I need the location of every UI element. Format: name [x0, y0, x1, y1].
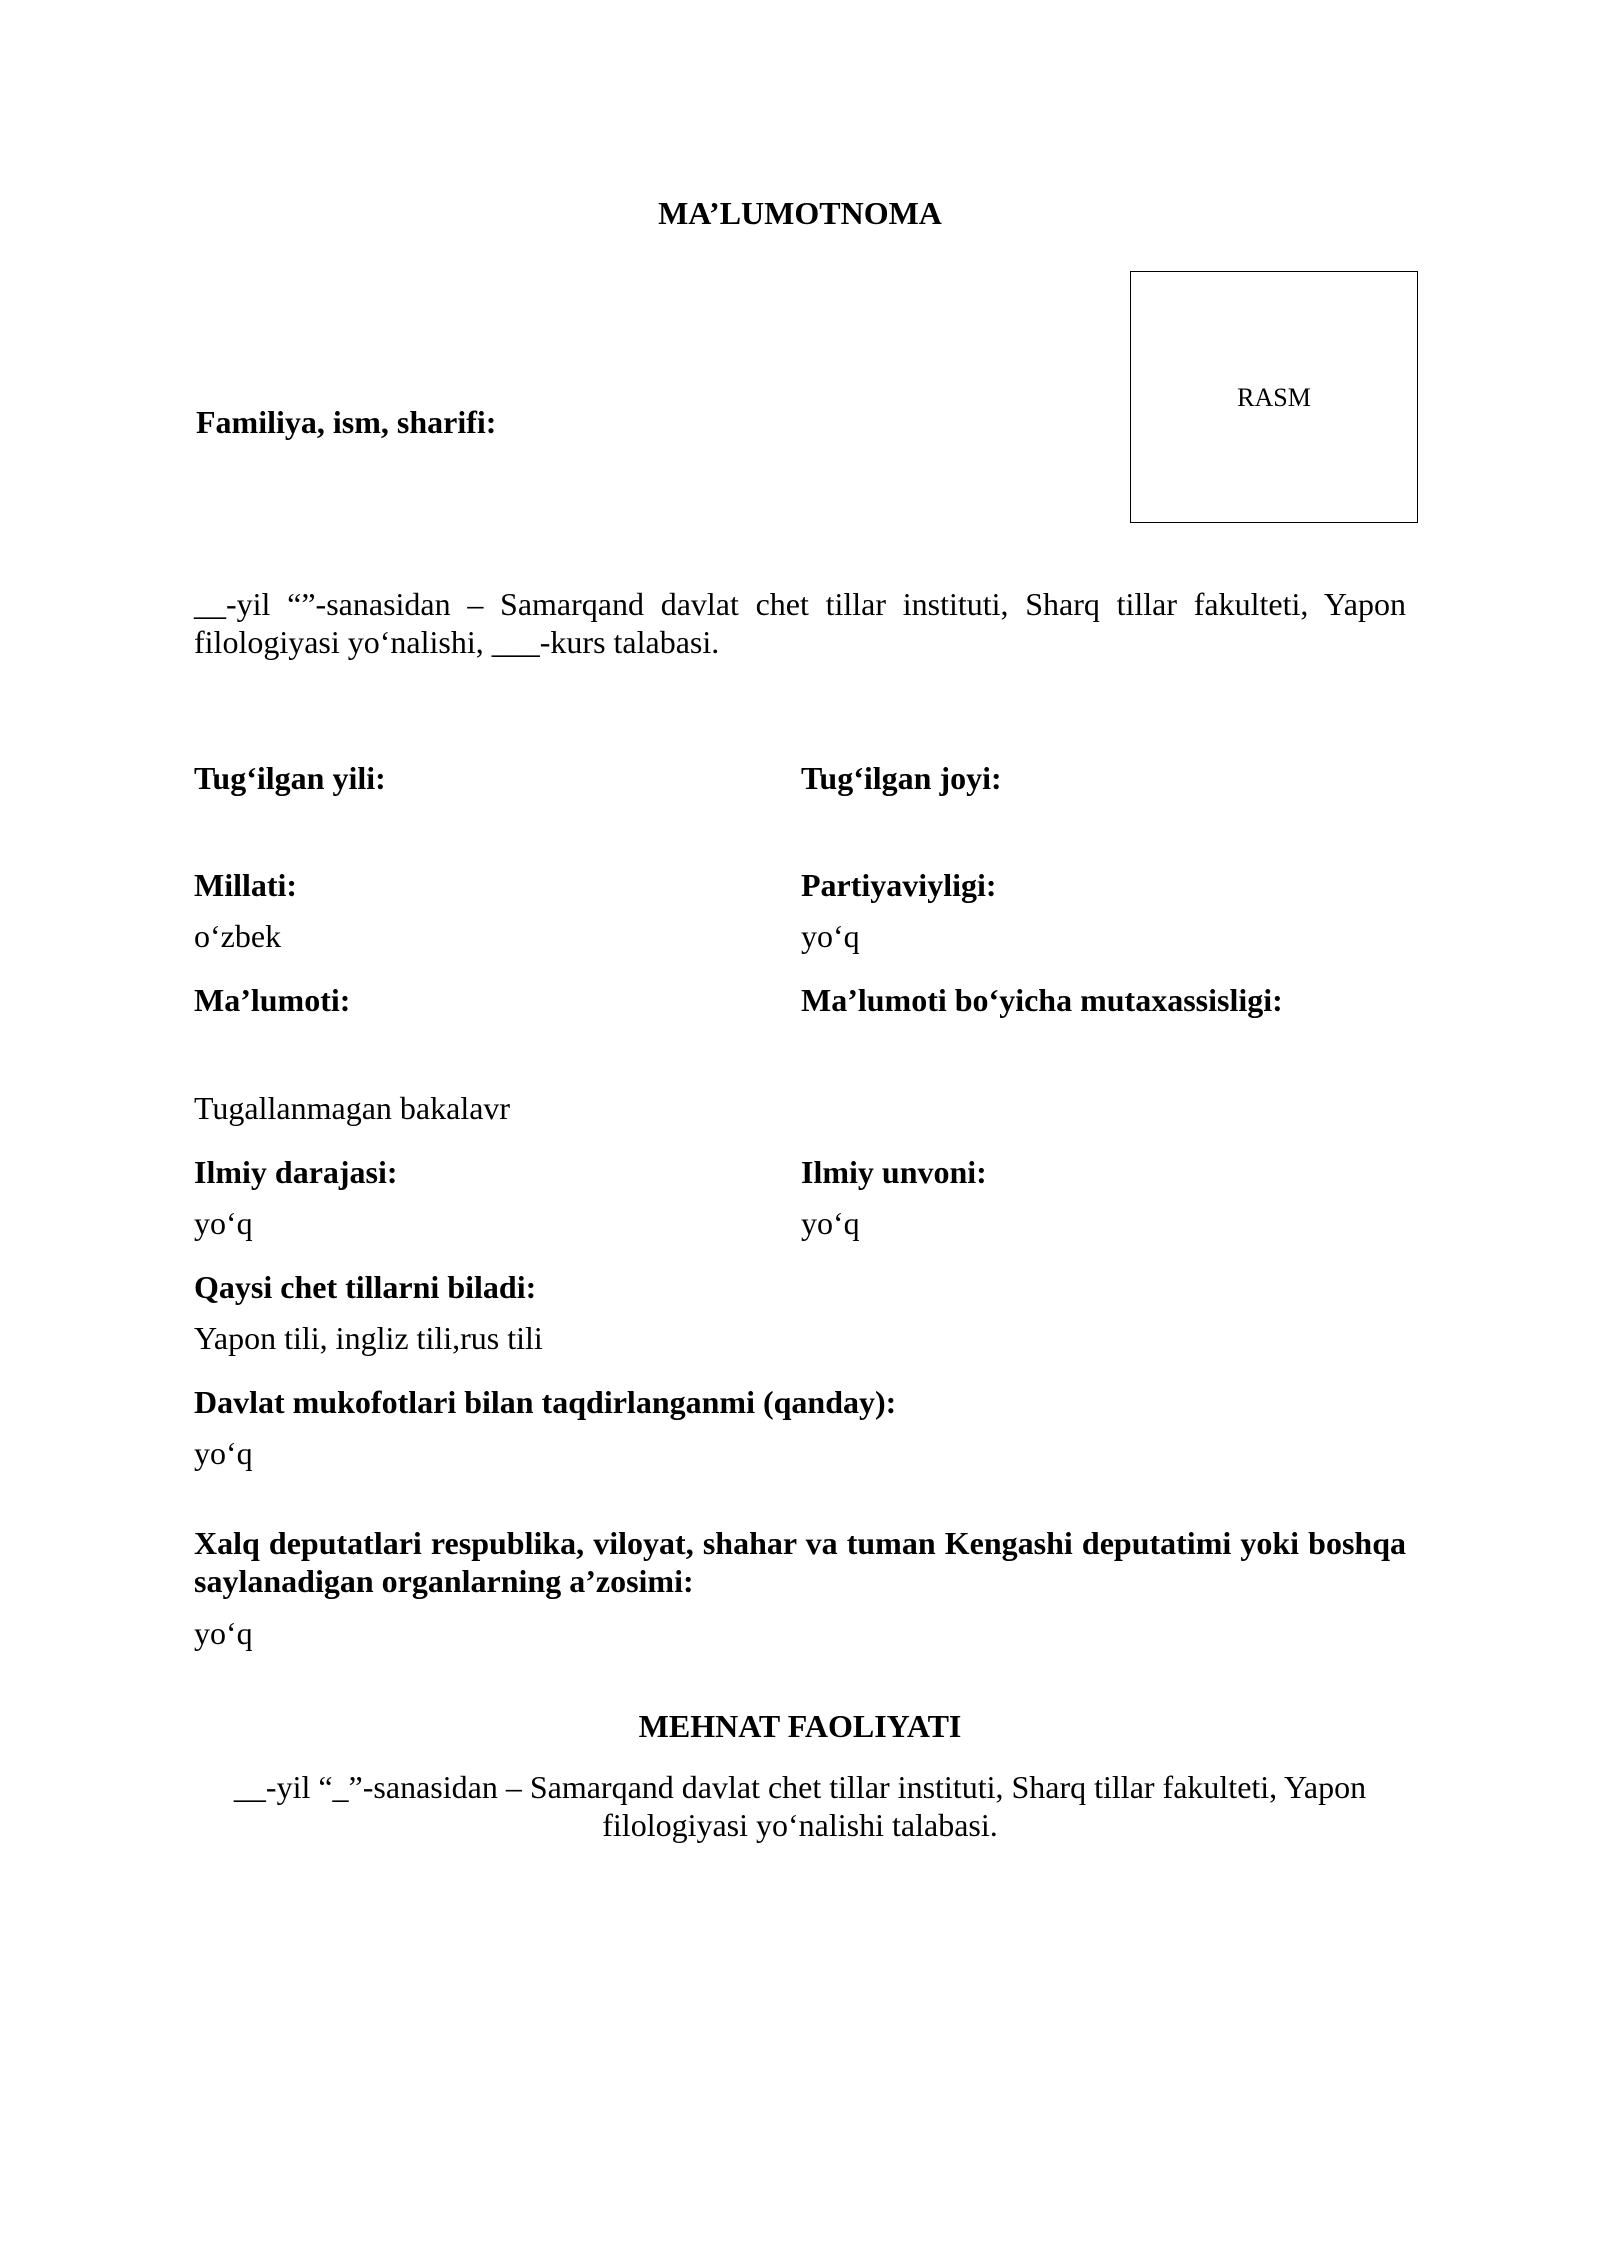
- specialty-label: Ma’lumoti bo‘yicha mutaxassisligi:: [801, 982, 1283, 1018]
- languages-label: Qaysi chet tillarni biladi:: [194, 1269, 537, 1305]
- work-section-heading: MEHNAT FAOLIYATI: [638, 1708, 962, 1744]
- degree-value: yo‘q: [194, 1205, 253, 1241]
- birth-year-label: Tug‘ilgan yili:: [194, 760, 386, 796]
- languages-value: Yapon tili, ingliz tili,rus tili: [194, 1320, 543, 1356]
- work-entry: __-yil “_”-sanasidan – Samarqand davlat chet tillar instituti, Sharq tillar fakulteti, Yapon filologiyasi yo‘nalishi talabasi.: [233, 1769, 1367, 1843]
- photo-placeholder: [1130, 271, 1418, 523]
- awards-label: Davlat mukofotlari bilan taqdirlanganmi (qanday):: [194, 1384, 897, 1420]
- nationality-label: Millati:: [194, 867, 298, 903]
- education-value: Tugallanmagan bakalavr: [194, 1090, 511, 1126]
- birth-place-label: Tug‘ilgan joyi:: [801, 760, 1002, 796]
- deputy-value: yo‘q: [194, 1615, 253, 1651]
- fio-label: Familiya, ism, sharifi:: [196, 404, 497, 440]
- document-title: MA’LUMOTNOMA: [658, 195, 942, 231]
- degree-label: Ilmiy darajasi:: [194, 1154, 398, 1190]
- nationality-value: o‘zbek: [194, 918, 282, 954]
- party-label: Partiyaviyligi:: [801, 867, 997, 903]
- intro-paragraph: __-yil “”-sanasidan – Samarqand davlat chet tillar instituti, Sharq tillar fakulteti, Yapon filologiyasi yo‘nalishi, ___-kurs talabasi.: [194, 586, 1406, 660]
- party-value: yo‘q: [801, 918, 860, 954]
- photo-label: RASM: [1237, 383, 1311, 412]
- rank-label: Ilmiy unvoni:: [801, 1154, 987, 1190]
- rank-value: yo‘q: [801, 1205, 860, 1241]
- awards-value: yo‘q: [194, 1435, 253, 1471]
- education-label: Ma’lumoti:: [194, 982, 351, 1018]
- deputy-label: Xalq deputatlari respublika, viloyat, shahar va tuman Kengashi deputatimi yoki boshqa saylanadigan organlarning a’zosimi:: [194, 1525, 1406, 1599]
